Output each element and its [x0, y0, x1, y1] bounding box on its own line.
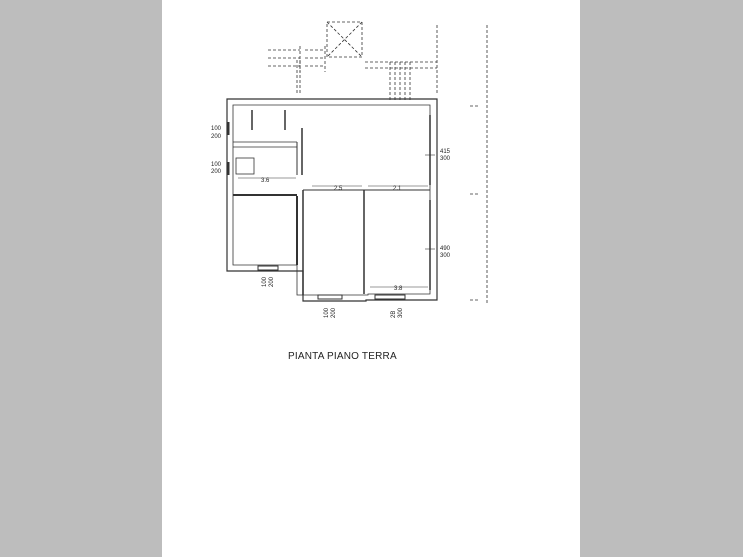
window-label-vertical: 200	[269, 276, 275, 287]
dimension-label: 2.5	[334, 186, 343, 192]
external-stairs	[268, 46, 300, 72]
window-label-top: 100	[211, 126, 222, 132]
window-label-top: 415	[440, 149, 451, 155]
window-label-bottom: 200	[211, 134, 222, 140]
plan-caption: PIANTA PIANO TERRA	[288, 351, 397, 362]
closet	[236, 158, 254, 174]
dimension-label: 3.8	[394, 286, 403, 292]
window-label-top: 100	[211, 162, 222, 168]
window-label-top: 490	[440, 246, 451, 252]
window-label-vertical: 200	[331, 307, 337, 318]
outer-wall	[227, 99, 437, 301]
window-label-vertical: 2B	[391, 310, 397, 318]
window-label-vertical: 100	[262, 276, 268, 287]
window-label-vertical: 300	[398, 307, 404, 318]
window-label-bottom: 200	[211, 169, 222, 175]
window	[318, 295, 342, 299]
window-label-vertical: 100	[324, 307, 330, 318]
window	[258, 266, 278, 270]
dimension-label: 3.6	[261, 178, 270, 184]
window	[375, 295, 405, 299]
dimension-label: 2.1	[393, 186, 402, 192]
window-label-bottom: 300	[440, 156, 451, 162]
window-label-bottom: 300	[440, 253, 451, 259]
